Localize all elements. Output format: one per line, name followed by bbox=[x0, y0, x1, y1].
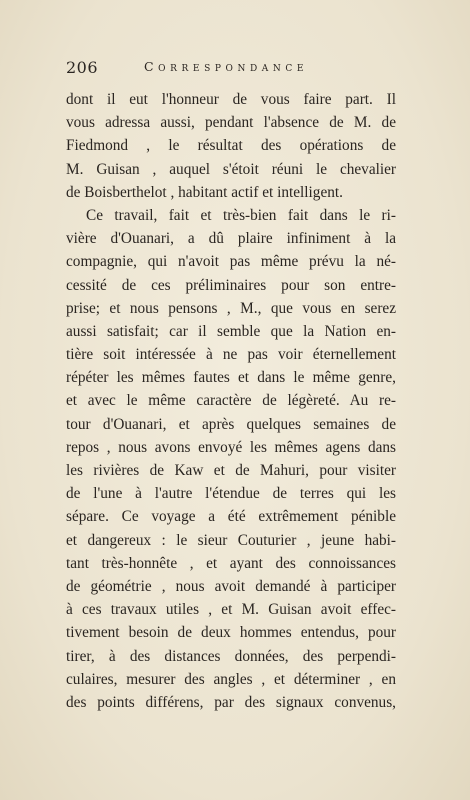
text-line: vière d'Ouanari, a dû plaire infiniment à la bbox=[66, 230, 396, 248]
text-line: et avec le même caractère de légèreté. Au re- bbox=[66, 392, 396, 410]
text-line: cessité de ces préliminaires pour son entre- bbox=[66, 276, 396, 294]
text-line: vous adressa aussi, pendant l'absence de M. de bbox=[66, 114, 396, 132]
text-line: tière soit intéressée à ne pas voir éternellement bbox=[66, 346, 396, 364]
body-text bbox=[66, 88, 396, 714]
text-line: de Boisberthelot , habitant actif et intelligent. bbox=[66, 183, 343, 201]
text-line: de l'une à l'autre l'étendue de terres qui les bbox=[66, 485, 396, 503]
page-header bbox=[66, 58, 396, 80]
text-line: M. Guisan , auquel s'étoit réuni le chevalier bbox=[66, 160, 396, 178]
text-line: de géométrie , nous avoit demandé à participer bbox=[66, 577, 396, 595]
text-line: dont il eut l'honneur de vous faire part. Il bbox=[66, 91, 396, 108]
running-title: Correspondance bbox=[144, 59, 308, 74]
text-line: Fiedmond , le résultat des opérations de bbox=[66, 137, 396, 155]
text-line: tour d'Ouanari, et après quelques semaines de bbox=[66, 415, 396, 433]
text-line: compagnie, qui n'avoit pas même prévu la né- bbox=[66, 253, 396, 271]
text-line: aussi satisfait; car il semble que la Nation en- bbox=[66, 322, 396, 340]
text-line: Ce travail, fait et très-bien fait dans le ri- bbox=[86, 206, 396, 224]
page-number: 206 bbox=[66, 58, 99, 77]
text-line: tirer, à des distances données, des perpendi- bbox=[66, 647, 396, 665]
text-line: culaires, mesurer des angles , et déterminer , en bbox=[66, 670, 396, 688]
text-line: tant très-honnête , et ayant des connoissances bbox=[66, 554, 396, 572]
text-line: répéter les mêmes fautes et dans le même genre, bbox=[66, 369, 396, 387]
text-line: sépare. Ce voyage a été extrêmement pénible bbox=[66, 508, 396, 526]
text-line: prise; et nous pensons , M., que vous en serez bbox=[66, 299, 396, 317]
text-line: à ces travaux utiles , et M. Guisan avoit effec- bbox=[66, 601, 396, 619]
text-line: tivement besoin de deux hommes entendus, pour bbox=[66, 624, 396, 642]
text-line: repos , nous avons envoyé les mêmes agens dans bbox=[66, 438, 396, 456]
text-line: des points différens, par des signaux convenus, bbox=[66, 693, 396, 711]
text-line: les rivières de Kaw et de Mahuri, pour visiter bbox=[66, 462, 396, 479]
text-line: et dangereux : le sieur Couturier , jeune habi- bbox=[66, 531, 396, 549]
